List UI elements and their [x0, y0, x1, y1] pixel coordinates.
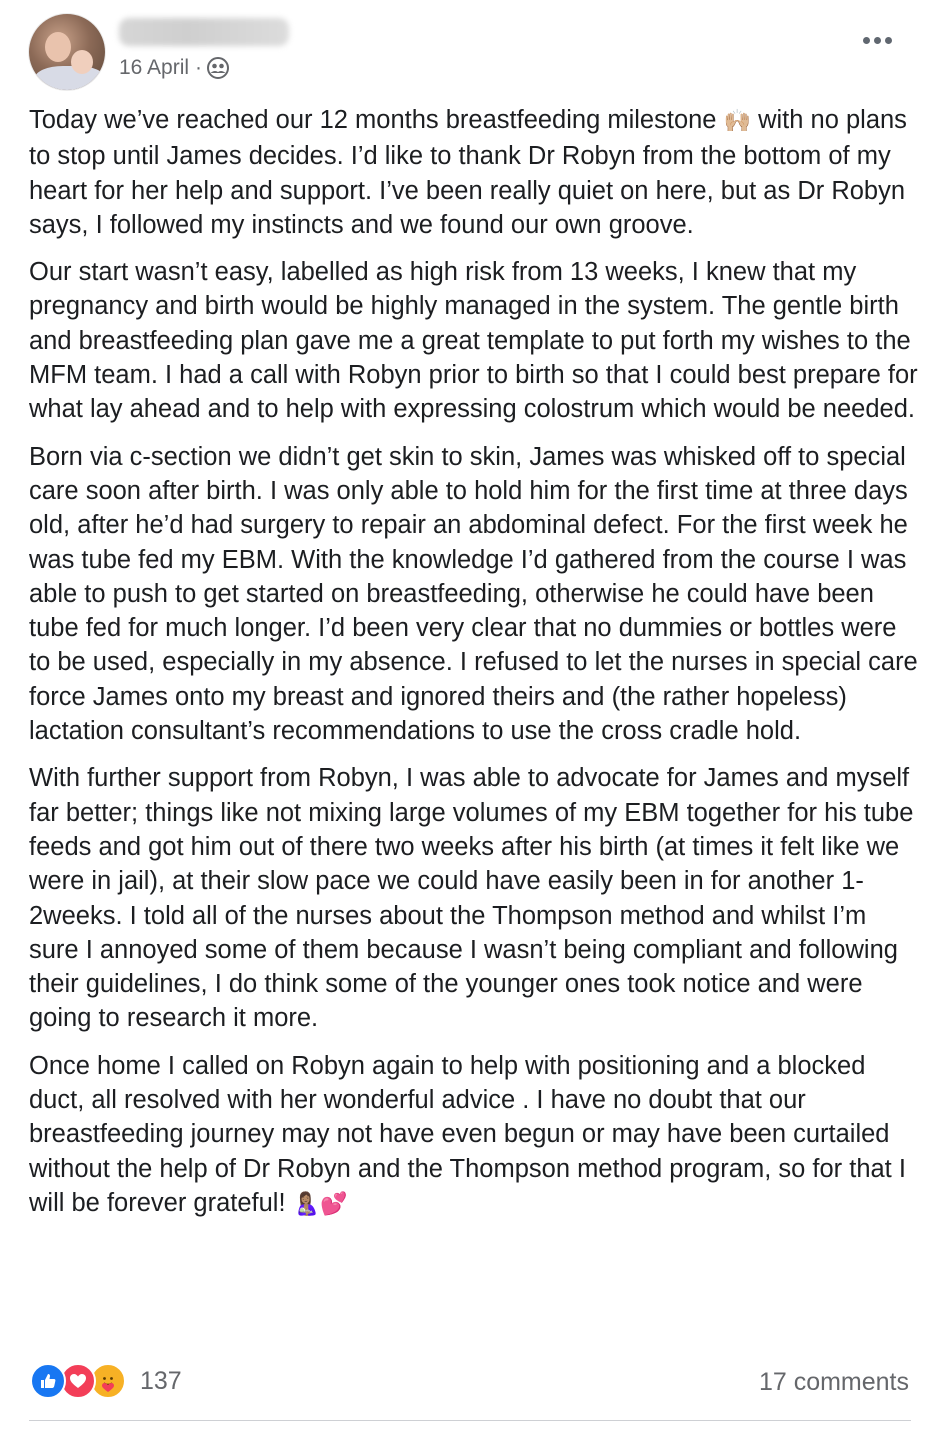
paragraph-1-text-b: with no plans to stop until James decides. I’d like to thank Dr Robyn from the bottom of my heart for her help and support. I’ve been really quiet on here, but as Dr Robyn says, I followed my instincts and we found our own groove. — [29, 106, 907, 239]
more-dot — [863, 37, 870, 44]
paragraph-1 — [29, 103, 919, 242]
paragraph-4: With further support from Robyn, I was able to advocate for James and myself far better; things like not mixing large volumes of my EBM together for his tube feeds and got him out of there two weeks after his birth (at times it felt like we were in jail), at their slow pace we could have easily been in for another 1-2weeks. I told all of the nurses about the Thompson method and whilst I’m sure I annoyed some of them because I wasn’t being compliant and following their guidelines, I do think some of the younger ones took notice and were going to research it more. — [29, 764, 914, 1033]
post-body — [29, 103, 919, 1235]
paragraph-3: Born via c-section we didn’t get skin to skin, James was whisked off to special care soon after birth. I was only able to hold him for the first time at three days old, after he’d had surgery to repair an abdominal defect. For the first week he was tube fed my EBM. With the knowledge I’d gathered from the course I was able to push to get started on breastfeeding, otherwise he could have been tube fed for much longer. I’d been very clear that no dummies or bottles were to be used, especially in my absence. I refused to let the nurses in special care force James onto my breast and ignored theirs and (the rather hopeless) lactation consultant’s recommendations to use the cross cradle hold. — [29, 442, 918, 746]
avatar-face-adult — [45, 32, 71, 62]
paragraph-1-text-a: Today we’ve reached our 12 months breastfeeding milestone — [29, 106, 717, 134]
paragraph-5-text: Once home I called on Robyn again to help with positioning and a blocked duct, all resolved with her wonderful advice . I have no doubt that our breastfeeding journey may not have even begun or may have been curtailed without the help of Dr Robyn and the Thompson method program, so for that I will be forever grateful! — [29, 1051, 906, 1217]
avatar-face-child — [71, 50, 93, 74]
meta-separator: · — [195, 56, 203, 79]
author-name-blurred[interactable] — [119, 18, 289, 46]
like-icon — [30, 1363, 66, 1399]
more-dot — [874, 37, 881, 44]
avatar-shirt — [35, 66, 105, 90]
reactions-summary[interactable] — [30, 1363, 182, 1399]
more-options-icon[interactable] — [863, 37, 892, 44]
more-dot — [885, 37, 892, 44]
paragraph-5 — [29, 1049, 919, 1222]
footer-divider — [29, 1420, 911, 1421]
post-date[interactable]: 16 April — [119, 56, 190, 79]
breastfeeding-hearts-emoji: 🤱🏽💕 — [292, 1191, 348, 1217]
comments-count-link[interactable]: 17 comments — [758, 1368, 909, 1396]
reaction-count: 137 — [140, 1366, 182, 1395]
avatar[interactable] — [29, 14, 105, 90]
raised-hands-emoji: 🙌🏼 — [723, 109, 751, 134]
friends-icon[interactable] — [207, 57, 229, 79]
paragraph-2: Our start wasn’t easy, labelled as high risk from 13 weeks, I knew that my pregnancy and birth would be highly managed in the system. The gentle birth and breastfeeding plan gave me a great template to put forth my wishes to the MFM team. I had a call with Robyn prior to birth so that I could best prepare for what lay ahead and to help with expressing colostrum which would be needed. — [29, 258, 918, 424]
post-meta — [119, 53, 229, 83]
